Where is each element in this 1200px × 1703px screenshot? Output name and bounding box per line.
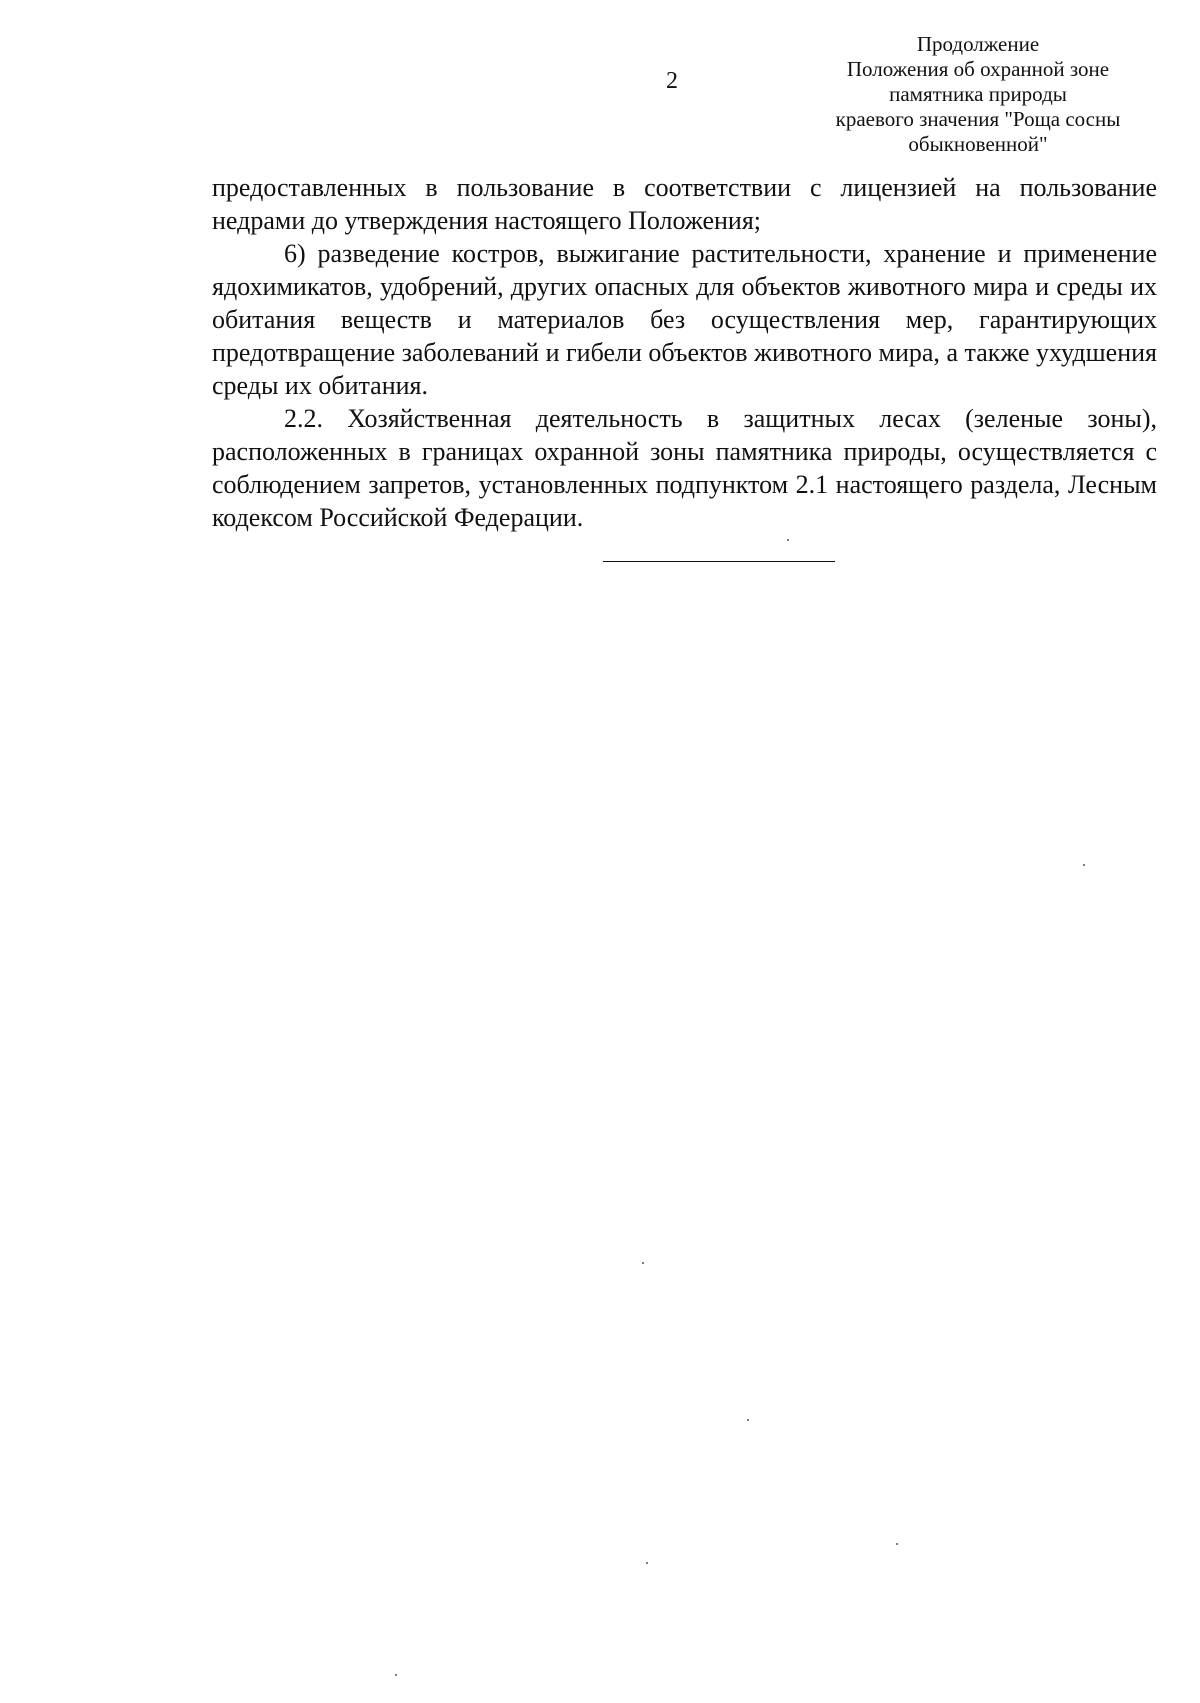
- continuation-note-line: Продолжение: [916, 32, 1040, 56]
- paragraph-continuation: предоставленных в пользование в соответствии с лицензией на пользование недрами до утверждения настоящего Положения;: [212, 173, 1157, 235]
- continuation-note-line: обыкновенной": [908, 132, 1048, 156]
- scan-speck: [642, 1262, 644, 1264]
- paragraph-clause-2-2: 2.2. Хозяйственная деятельность в защитных лесах (зеленые зоны), расположенных в границах охранной зоны памятника природы, осуществляется с соблюдением запретов, установленных подпунктом 2.1 настоящего раздела, Лесным кодексом Российской Федерации.: [212, 404, 1157, 532]
- continuation-note-line: Положения об охранной зоне: [846, 57, 1110, 81]
- scan-speck: [896, 1543, 898, 1545]
- scan-speck: [787, 539, 789, 541]
- scan-speck: [1083, 864, 1085, 866]
- scan-speck: [646, 1562, 648, 1564]
- document-body: [212, 171, 1157, 534]
- paragraph-item-6: 6) разведение костров, выжигание растительности, хранение и применение ядохимикатов, удобрений, других опасных для объектов животного мира и среды их обитания веществ и материалов без осуществления мер, гарантирующих предотвращение заболеваний и гибели объектов животного мира, а также ухудшения среды их обитания.: [212, 239, 1157, 400]
- continuation-note: [808, 32, 1148, 157]
- scan-speck: [747, 1419, 749, 1421]
- scan-speck: [395, 1674, 397, 1676]
- page-number: 2: [666, 68, 678, 94]
- continuation-note-line: памятника природы: [889, 82, 1067, 106]
- end-of-text-rule: [603, 561, 835, 562]
- continuation-note-line: краевого значения "Роща сосны: [835, 107, 1121, 131]
